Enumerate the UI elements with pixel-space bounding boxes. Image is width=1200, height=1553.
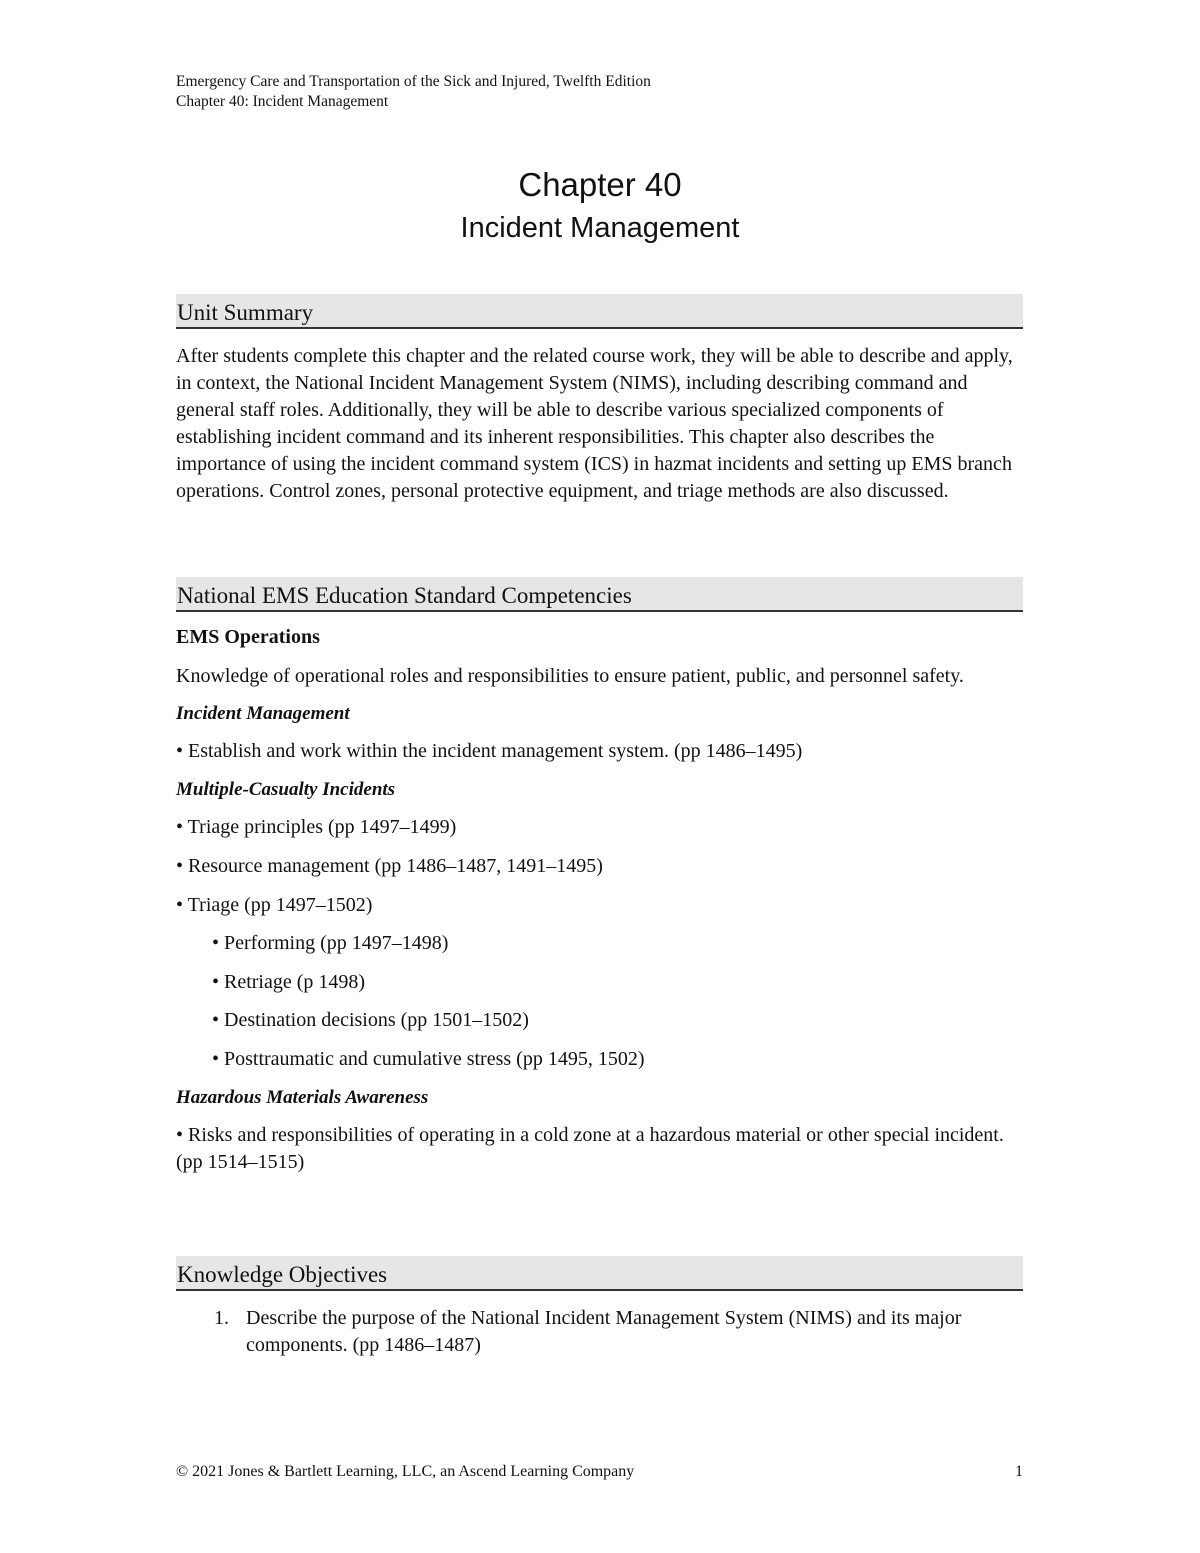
list-item: • Performing (pp 1497–1498)	[212, 932, 449, 954]
page-number: 1	[1015, 1463, 1023, 1480]
list-item: • Retriage (p 1498)	[212, 971, 366, 993]
list-item: • Triage (pp 1497–1502)	[176, 894, 373, 916]
section-heading: Unit Summary	[176, 294, 1023, 329]
subheading: EMS Operations	[176, 626, 320, 648]
objectives-section	[176, 1256, 1023, 1359]
running-header	[176, 72, 651, 112]
list-item: • Destination decisions (pp 1501–1502)	[212, 1009, 529, 1031]
copyright: © 2021 Jones & Bartlett Learning, LLC, an Ascend Learning Company	[176, 1463, 635, 1480]
subheading-mci: Multiple-Casualty Incidents	[176, 779, 396, 800]
competencies-section	[176, 577, 1023, 1176]
subheading-incident-management: Incident Management	[176, 703, 350, 724]
chapter-title: Incident Management	[460, 212, 740, 244]
objective-number: 1.	[214, 1307, 229, 1329]
subheading-hazmat: Hazardous Materials Awareness	[176, 1087, 429, 1108]
objective-item	[176, 1305, 1023, 1359]
list-item: • Risks and responsibilities of operating in a cold zone at a hazardous material or other special incident. (pp 1514–1515)	[176, 1124, 1004, 1173]
list-item: • Establish and work within the incident management system. (pp 1486–1495)	[176, 740, 803, 762]
unit-summary-text: After students complete this chapter and the related course work, they will be able to describe and apply, in context, the National Incident Management System (NIMS), including describing command and general staff roles. Additionally, they will be able to describe various specialized components of establishing incident command and its inherent responsibilities. This chapter also describes the importance of using the incident command system (ICS) in hazmat incidents and setting up EMS branch operations. Control zones, personal protective equipment, and triage methods are also discussed.	[176, 345, 1013, 502]
footer	[176, 1463, 1023, 1481]
header-book-title: Emergency Care and Transportation of the Sick and Injured, Twelfth Edition	[176, 73, 651, 90]
list-item: • Triage principles (pp 1497–1499)	[176, 816, 457, 838]
header-chapter: Chapter 40: Incident Management	[176, 93, 389, 110]
section-heading: National EMS Education Standard Competencies	[176, 577, 1023, 612]
objective-text: Describe the purpose of the National Incident Management System (NIMS) and its major components. (pp 1486–1487)	[246, 1307, 962, 1356]
intro-text: Knowledge of operational roles and responsibilities to ensure patient, public, and personnel safety.	[176, 665, 964, 687]
section-heading: Knowledge Objectives	[176, 1256, 1023, 1291]
unit-summary-section	[176, 294, 1023, 505]
list-item: • Resource management (pp 1486–1487, 1491–1495)	[176, 855, 603, 877]
chapter-number: Chapter 40	[518, 166, 682, 203]
list-item: • Posttraumatic and cumulative stress (pp 1495, 1502)	[212, 1048, 645, 1070]
